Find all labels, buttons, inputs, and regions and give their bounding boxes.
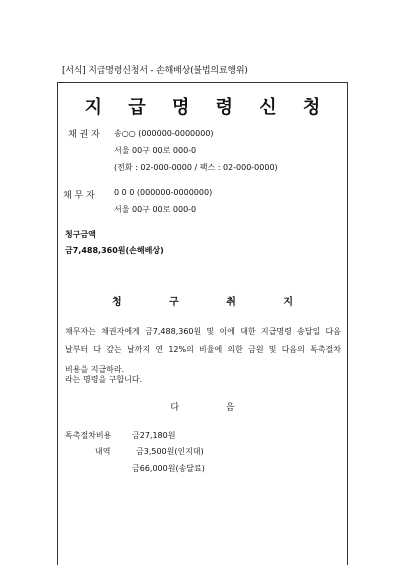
stamp-fee: 금3,500원(인지대) xyxy=(136,447,204,456)
debtor-name: 0 0 0 (000000-0000000) xyxy=(114,188,213,197)
document-title: 지 급 명 령 신 청 xyxy=(84,97,331,118)
service-fee: 금66,000원(송달료) xyxy=(132,464,205,473)
debtor-address: 서울 00구 00로 000-0 xyxy=(114,205,197,214)
cost-label: 독촉절차비용 xyxy=(65,431,112,440)
form-caption: [서식] 지급명령신청서 - 손해배상(불법의료행위) xyxy=(62,66,248,76)
creditor-label: 채 권 자 xyxy=(68,130,100,140)
claim-amount-label: 청구금액 xyxy=(65,230,96,239)
cost-value: 금27,180원 xyxy=(132,431,176,440)
creditor-name: 송○○ (000000-0000000) xyxy=(114,129,214,138)
purpose-line-2: 날부터 다 갚는 날까지 연 12%의 비율에 의한 금원 및 다음의 독촉절차 xyxy=(65,345,341,354)
creditor-contact: (전화 : 02-000-0000 / 팩스 : 02-000-0000) xyxy=(114,163,278,172)
details-title: 다 음 xyxy=(170,403,257,413)
purpose-title: 청 구 취 지 xyxy=(111,297,316,308)
purpose-line-3: 비용을 지급하라. xyxy=(65,365,125,374)
breakdown-label: 내역 xyxy=(95,447,111,456)
debtor-label: 채 무 자 xyxy=(63,191,95,201)
purpose-line-4: 라는 명령을 구합니다. xyxy=(65,375,143,384)
creditor-address: 서울 00구 00로 000-0 xyxy=(114,146,197,155)
document-frame xyxy=(57,82,348,565)
claim-amount-value: 금7,488,360원(손해배상) xyxy=(65,246,164,255)
purpose-line-1: 채무자는 채권자에게 금7,488,360원 및 이에 대한 지급명령 송달일 다음 xyxy=(65,327,341,336)
